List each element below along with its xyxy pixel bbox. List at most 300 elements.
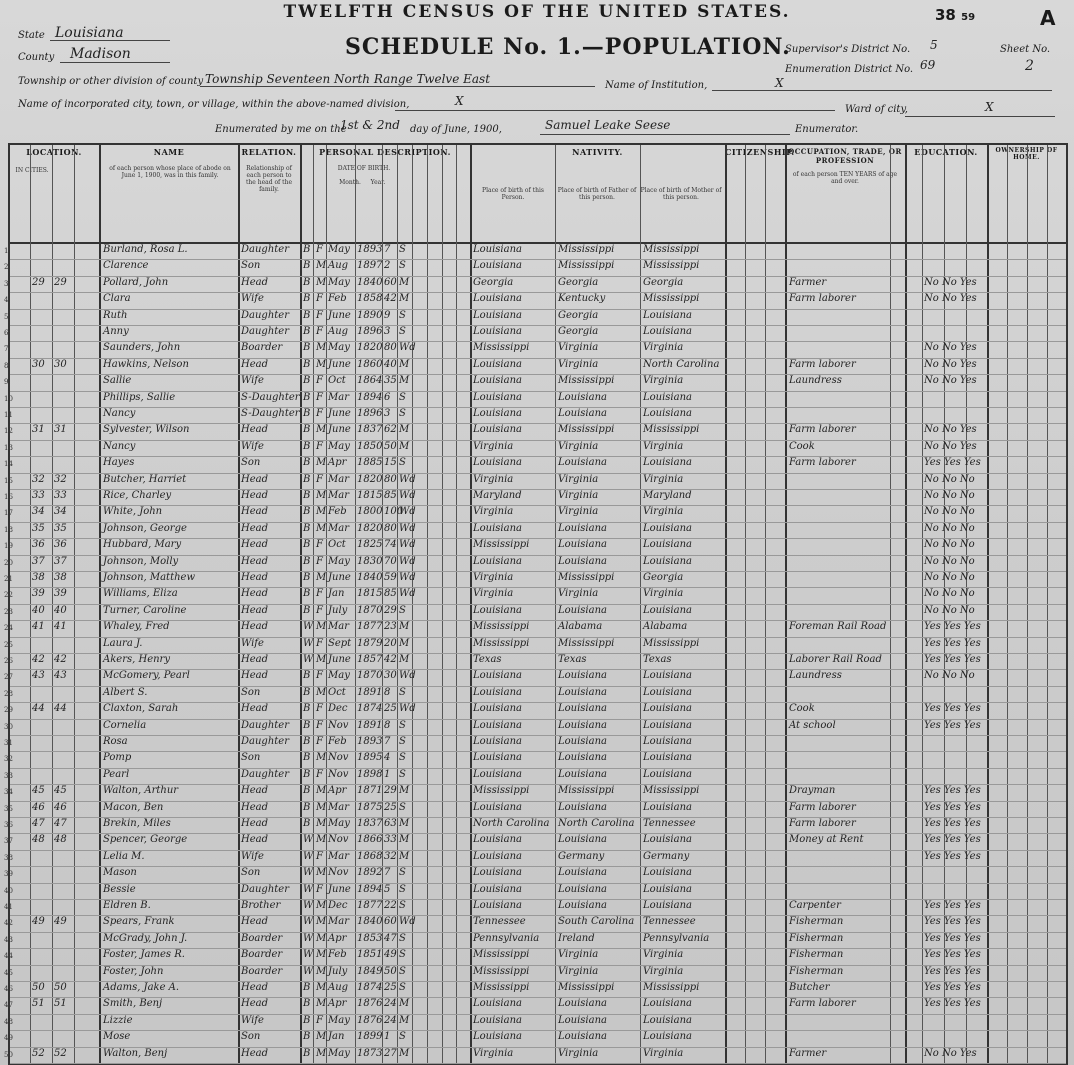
ward-label: Ward of city, <box>845 104 908 115</box>
relation-cell: Daughter <box>241 326 289 337</box>
age-cell: 49 <box>384 949 397 961</box>
father-birthplace-cell: Louisiana <box>558 1031 607 1043</box>
age-cell: 23 <box>384 621 397 633</box>
mother-birthplace-cell: Virginia <box>643 375 684 387</box>
age-cell: 80 <box>384 342 397 354</box>
name-cell: Laura J. <box>103 637 143 649</box>
relation-cell: Head <box>241 1047 269 1059</box>
name-cell: Macon, Ben <box>103 801 164 813</box>
month-cell: Feb <box>328 949 347 961</box>
table-row <box>4 768 1066 785</box>
family-cell: 52 <box>54 1047 67 1059</box>
age-cell: 59 <box>384 572 397 583</box>
marital-cell: M <box>399 276 410 288</box>
name-cell: Ruth <box>103 309 128 321</box>
month-cell: Mar <box>328 621 349 633</box>
relation-cell: Daughter <box>241 719 289 731</box>
mother-birthplace-cell: Louisiana <box>643 998 692 1010</box>
age-cell: 50 <box>384 440 397 452</box>
father-birthplace-cell: Louisiana <box>558 752 607 764</box>
table-row <box>4 489 1066 506</box>
race-cell: B <box>303 358 311 370</box>
race-cell: B <box>303 244 311 255</box>
age-cell: 63 <box>384 818 397 829</box>
mother-birthplace-cell: Germany <box>643 850 690 862</box>
marital-cell: Wd <box>399 473 416 485</box>
race-cell: B <box>303 473 311 485</box>
sex-cell: F <box>316 1014 323 1026</box>
relation-cell: Head <box>241 818 269 829</box>
dwelling-cell: 33 <box>32 490 45 501</box>
race-cell: B <box>303 440 311 452</box>
age-cell: 27 <box>384 1047 397 1059</box>
mother-birthplace-cell: Virginia <box>643 588 684 600</box>
month-cell: Mar <box>328 916 349 928</box>
marital-cell: S <box>399 1031 406 1043</box>
birthplace-cell: Louisiana <box>473 867 522 879</box>
year-cell: 1840 <box>357 276 383 288</box>
enumerated-mid: day of June, 1900, <box>410 124 502 135</box>
year-cell: 1866 <box>357 834 383 846</box>
page-number: 38 59 <box>935 6 976 24</box>
table-row <box>4 965 1066 982</box>
sex-cell: F <box>316 604 323 616</box>
month-cell: Mar <box>328 490 349 501</box>
father-birthplace-cell: Georgia <box>558 276 599 288</box>
dwelling-cell: 49 <box>32 916 45 928</box>
mother-birthplace-cell: Virginia <box>643 473 684 485</box>
occupation-cell: Drayman <box>789 785 836 797</box>
dwelling-cell: 29 <box>32 276 45 288</box>
month-cell: Mar <box>328 850 349 862</box>
marital-cell: S <box>399 719 406 731</box>
marital-cell: S <box>399 391 406 403</box>
name-cell: Johnson, Matthew <box>103 572 196 583</box>
age-cell: 24 <box>384 1014 397 1026</box>
family-cell: 40 <box>54 604 67 616</box>
sex-cell: F <box>316 768 323 780</box>
father-birthplace-cell: Mississippi <box>558 982 615 993</box>
table-row <box>4 833 1066 850</box>
year-cell: 1875 <box>357 801 383 813</box>
month-cell: Sept <box>328 637 352 649</box>
line-number: 50 <box>4 1050 13 1059</box>
education-cell: Yes Yes Yes <box>924 949 981 961</box>
group-citizenship: CITIZENSHIP. <box>725 147 795 157</box>
year-cell: 1820 <box>357 522 383 534</box>
line-number: 30 <box>4 722 13 731</box>
supervisor-label: Supervisor's District No. <box>785 44 911 55</box>
relation-cell: Brother <box>241 900 281 911</box>
birthplace-cell: Louisiana <box>473 752 522 764</box>
month-cell: Jan <box>328 588 345 600</box>
family-cell: 35 <box>54 522 67 534</box>
marital-cell: Wd <box>399 506 416 518</box>
mother-birthplace-cell: Louisiana <box>643 703 692 715</box>
education-cell: No No Yes <box>924 375 977 387</box>
relation-cell: Head <box>241 358 269 370</box>
birthplace-cell: Louisiana <box>473 424 522 436</box>
marital-cell: S <box>399 965 406 977</box>
sex-cell: F <box>316 375 323 387</box>
city-value: X <box>455 94 464 108</box>
line-number: 21 <box>4 575 13 583</box>
month-cell: June <box>328 883 351 895</box>
line-number: 48 <box>4 1017 13 1026</box>
city-label: Name of incorporated city, town, or village, within the above-named division, <box>18 99 410 110</box>
race-cell: W <box>303 637 314 649</box>
education-cell: Yes Yes Yes <box>924 900 981 911</box>
sex-cell: M <box>316 982 327 993</box>
table-row <box>4 735 1066 752</box>
relation-cell: Head <box>241 522 269 534</box>
occupation-cell: Farm laborer <box>789 358 856 370</box>
relation-cell: Daughter <box>241 883 289 895</box>
age-cell: 3 <box>384 408 391 419</box>
age-cell: 22 <box>384 900 397 911</box>
age-cell: 7 <box>384 244 391 255</box>
education-cell: Yes Yes Yes <box>924 982 981 993</box>
group-relation: RELATION. <box>241 147 297 157</box>
year-cell: 1896 <box>357 326 383 337</box>
birthplace-cell: Maryland <box>473 490 522 501</box>
group-personal: PERSONAL DESCRIPTION. <box>319 147 451 157</box>
line-number: 49 <box>4 1034 13 1043</box>
occupation-cell: Farm laborer <box>789 998 856 1010</box>
relation-cell: Son <box>241 260 261 272</box>
sex-cell: M <box>316 818 327 829</box>
education-cell: Yes Yes Yes <box>924 850 981 862</box>
relation-cell: Wife <box>241 440 264 452</box>
dwelling-cell: 43 <box>32 670 45 682</box>
line-number: 28 <box>4 689 13 698</box>
name-cell: Lizzie <box>103 1014 133 1026</box>
birthplace-cell: Virginia <box>473 440 514 452</box>
sex-cell: F <box>316 588 323 600</box>
relation-cell: Wife <box>241 850 264 862</box>
table-row <box>4 669 1066 686</box>
table-row <box>4 719 1066 736</box>
age-cell: 33 <box>384 834 397 846</box>
month-cell: Nov <box>328 768 349 780</box>
county-underline <box>60 62 170 63</box>
occupation-cell: At school <box>789 719 836 731</box>
education-cell: No No Yes <box>924 1047 977 1059</box>
relation-cell: Wife <box>241 1014 264 1026</box>
line-number: 27 <box>4 673 13 682</box>
father-birthplace-cell: Louisiana <box>558 408 607 419</box>
mother-birthplace-cell: Louisiana <box>643 539 692 551</box>
line-number: 25 <box>4 640 13 649</box>
table-row <box>4 309 1066 326</box>
occupation-cell: Fisherman <box>789 916 844 928</box>
sex-cell: F <box>316 408 323 419</box>
dwelling-cell: 50 <box>32 982 45 993</box>
state-label: State <box>18 30 45 41</box>
race-cell: B <box>303 801 311 813</box>
age-cell: 42 <box>384 654 397 665</box>
mother-birthplace-cell: Mississippi <box>643 260 700 272</box>
relation-cell: Head <box>241 785 269 797</box>
birthplace-cell: Louisiana <box>473 900 522 911</box>
birthplace-cell: Texas <box>473 654 502 665</box>
group-nativity: NATIVITY. <box>572 147 623 157</box>
race-cell: B <box>303 555 311 567</box>
race-cell: B <box>303 1047 311 1059</box>
father-birthplace-cell: Louisiana <box>558 703 607 715</box>
year-cell: 1877 <box>357 621 383 633</box>
age-cell: 47 <box>384 932 397 944</box>
education-cell: No No No <box>924 473 975 485</box>
dwelling-cell: 34 <box>32 506 45 518</box>
father-birthplace-cell: Ireland <box>558 932 595 944</box>
table-row <box>4 571 1066 588</box>
year-cell: 1860 <box>357 358 383 370</box>
table-row <box>4 259 1066 276</box>
sex-cell: F <box>316 539 323 551</box>
age-cell: 7 <box>384 736 391 747</box>
sub-in-cities: IN CITIES. <box>15 167 49 174</box>
line-number: 26 <box>4 657 13 665</box>
group-education: EDUCATION. <box>914 147 978 157</box>
month-cell: May <box>328 276 350 288</box>
population-table <box>4 143 1068 1065</box>
age-cell: 29 <box>384 604 397 616</box>
table-row <box>4 883 1066 900</box>
year-cell: 1894 <box>357 883 383 895</box>
father-birthplace-cell: Virginia <box>558 1047 599 1059</box>
year-cell: 1876 <box>357 998 383 1010</box>
education-cell: No No No <box>924 588 975 600</box>
name-cell: Lelia M. <box>103 850 145 862</box>
month-cell: Mar <box>328 801 349 813</box>
occupation-cell: Laundress <box>789 670 842 682</box>
sex-cell: F <box>316 309 323 321</box>
birthplace-cell: Virginia <box>473 1047 514 1059</box>
relation-cell: Daughter <box>241 768 289 780</box>
line-number: 47 <box>4 1001 13 1010</box>
age-cell: 60 <box>384 916 397 928</box>
name-cell: Smith, Benj <box>103 998 163 1010</box>
year-cell: 1800 <box>357 506 383 518</box>
education-cell: Yes Yes Yes <box>924 785 981 797</box>
institution-underline <box>712 90 1052 91</box>
family-cell: 43 <box>54 670 67 682</box>
mother-birthplace-cell: Maryland <box>643 490 692 501</box>
race-cell: B <box>303 522 311 534</box>
line-number: 39 <box>4 870 13 879</box>
marital-cell: M <box>399 785 410 797</box>
month-cell: Apr <box>328 785 347 797</box>
dwelling-cell: 39 <box>32 588 45 600</box>
race-cell: B <box>303 539 311 551</box>
line-number: 10 <box>4 394 13 403</box>
birthplace-cell: Mississippi <box>473 539 530 551</box>
line-number: 29 <box>4 706 13 715</box>
occupation-cell: Laundress <box>789 375 842 387</box>
father-birthplace-cell: Germany <box>558 850 605 862</box>
mother-birthplace-cell: Louisiana <box>643 883 692 895</box>
month-cell: July <box>328 604 348 616</box>
education-cell: No No Yes <box>924 424 977 436</box>
line-number: 37 <box>4 837 13 846</box>
father-birthplace-cell: Virginia <box>558 358 599 370</box>
race-cell: B <box>303 1014 311 1026</box>
father-birthplace-cell: Kentucky <box>558 293 606 305</box>
age-cell: 5 <box>384 883 391 895</box>
marital-cell: S <box>399 260 406 272</box>
enumerator-name: Samuel Leake Seese <box>545 118 671 132</box>
father-birthplace-cell: Louisiana <box>558 801 607 813</box>
age-cell: 2 <box>384 260 391 272</box>
sex-cell: M <box>316 916 327 928</box>
dwelling-cell: 52 <box>32 1047 45 1059</box>
month-cell: Nov <box>328 867 349 879</box>
family-cell: 48 <box>54 834 67 846</box>
mother-birthplace-cell: Pennsylvania <box>643 932 710 944</box>
name-cell: Akers, Henry <box>103 654 170 665</box>
education-cell: Yes Yes Yes <box>924 719 981 731</box>
occupation-cell: Farm laborer <box>789 293 856 305</box>
age-cell: 42 <box>384 293 397 305</box>
mother-birthplace-cell: Louisiana <box>643 719 692 731</box>
marital-cell: Wd <box>399 916 416 928</box>
father-birthplace-cell: Louisiana <box>558 736 607 747</box>
marital-cell: S <box>399 457 406 469</box>
name-cell: Hayes <box>103 457 135 469</box>
table-row <box>4 620 1066 637</box>
relation-cell: Head <box>241 621 269 633</box>
mother-birthplace-cell: Virginia <box>643 440 684 452</box>
name-cell: Johnson, George <box>103 522 187 534</box>
census-title: TWELFTH CENSUS OF THE UNITED STATES. <box>283 2 791 22</box>
mother-birthplace-cell: Mississippi <box>643 424 700 436</box>
sub-occupation-desc: of each person TEN YEARS of age and over. <box>792 171 898 185</box>
mother-birthplace-cell: Virginia <box>643 949 684 961</box>
occupation-cell: Cook <box>789 703 815 715</box>
relation-cell: Head <box>241 490 269 501</box>
schedule-title: SCHEDULE No. 1.—POPULATION. <box>345 34 791 60</box>
dwelling-cell: 42 <box>32 654 45 665</box>
mother-birthplace-cell: Louisiana <box>643 686 692 698</box>
name-cell: Pollard, John <box>103 276 169 288</box>
line-number: 32 <box>4 755 13 764</box>
occupation-cell: Fisherman <box>789 965 844 977</box>
mother-birthplace-cell: Louisiana <box>643 900 692 911</box>
marital-cell: M <box>399 654 410 665</box>
relation-cell: S-Daughter <box>241 408 300 419</box>
family-cell: 42 <box>54 654 67 665</box>
sub-name-desc: of each person whose place of abode on June 1, 1900, was in this family. <box>109 165 231 179</box>
name-cell: Spencer, George <box>103 834 188 846</box>
age-cell: 25 <box>384 801 397 813</box>
birthplace-cell: Virginia <box>473 572 514 583</box>
table-row <box>4 473 1066 490</box>
sex-cell: F <box>316 670 323 682</box>
month-cell: May <box>328 670 350 682</box>
father-birthplace-cell: Louisiana <box>558 1014 607 1026</box>
relation-cell: Head <box>241 539 269 551</box>
table-row <box>4 555 1066 572</box>
race-cell: B <box>303 768 311 780</box>
year-cell: 1820 <box>357 473 383 485</box>
birthplace-cell: North Carolina <box>473 818 550 829</box>
race-cell: B <box>303 260 311 272</box>
year-cell: 1870 <box>357 670 383 682</box>
marital-cell: S <box>399 408 406 419</box>
name-cell: Phillips, Sallie <box>103 391 176 403</box>
age-cell: 80 <box>384 522 397 534</box>
race-cell: W <box>303 949 314 961</box>
occupation-cell: Farm laborer <box>789 801 856 813</box>
mother-birthplace-cell: Louisiana <box>643 752 692 764</box>
sex-cell: M <box>316 785 327 797</box>
race-cell: B <box>303 1031 311 1043</box>
sex-cell: M <box>316 1031 327 1043</box>
marital-cell: M <box>399 637 410 649</box>
year-cell: 1857 <box>357 654 383 665</box>
father-birthplace-cell: Mississippi <box>558 244 615 255</box>
line-number: 20 <box>4 558 13 567</box>
month-cell: Oct <box>328 539 346 551</box>
mother-birthplace-cell: Louisiana <box>643 1031 692 1043</box>
father-birthplace-cell: North Carolina <box>558 818 635 829</box>
sex-cell: M <box>316 654 327 665</box>
line-number: 2 <box>4 263 9 272</box>
month-cell: Dec <box>328 703 348 715</box>
age-cell: 32 <box>384 850 397 862</box>
age-cell: 4 <box>384 752 391 764</box>
sex-cell: F <box>316 293 323 305</box>
family-cell: 44 <box>54 703 67 715</box>
education-cell: Yes Yes Yes <box>924 801 981 813</box>
sex-cell: M <box>316 834 327 846</box>
sex-cell: M <box>316 490 327 501</box>
race-cell: W <box>303 850 314 862</box>
name-cell: Hawkins, Nelson <box>103 358 189 370</box>
mother-birthplace-cell: Alabama <box>643 621 688 633</box>
mother-birthplace-cell: Louisiana <box>643 670 692 682</box>
sub-year: Year. <box>370 179 386 186</box>
line-number: 42 <box>4 919 13 928</box>
father-birthplace-cell: Virginia <box>558 342 599 354</box>
relation-cell: Head <box>241 670 269 682</box>
marital-cell: Wd <box>399 588 416 600</box>
month-cell: June <box>328 572 351 583</box>
line-number: 19 <box>4 542 13 551</box>
line-number: 11 <box>4 411 13 419</box>
occupation-cell: Cook <box>789 440 815 452</box>
birthplace-cell: Louisiana <box>473 604 522 616</box>
line-number: 12 <box>4 427 13 436</box>
table-row <box>4 915 1066 932</box>
race-cell: W <box>303 867 314 879</box>
sex-cell: F <box>316 391 323 403</box>
race-cell: B <box>303 293 311 305</box>
education-cell: Yes Yes Yes <box>924 818 981 829</box>
birthplace-cell: Mississippi <box>473 637 530 649</box>
line-number: 4 <box>4 296 9 305</box>
father-birthplace-cell: Louisiana <box>558 555 607 567</box>
sex-cell: M <box>316 900 327 911</box>
mother-birthplace-cell: Louisiana <box>643 408 692 419</box>
mother-birthplace-cell: Louisiana <box>643 326 692 337</box>
table-row <box>4 358 1066 375</box>
age-cell: 3 <box>384 326 391 337</box>
education-cell: No No No <box>924 506 975 518</box>
line-number: 38 <box>4 853 13 862</box>
age-cell: 50 <box>384 965 397 977</box>
